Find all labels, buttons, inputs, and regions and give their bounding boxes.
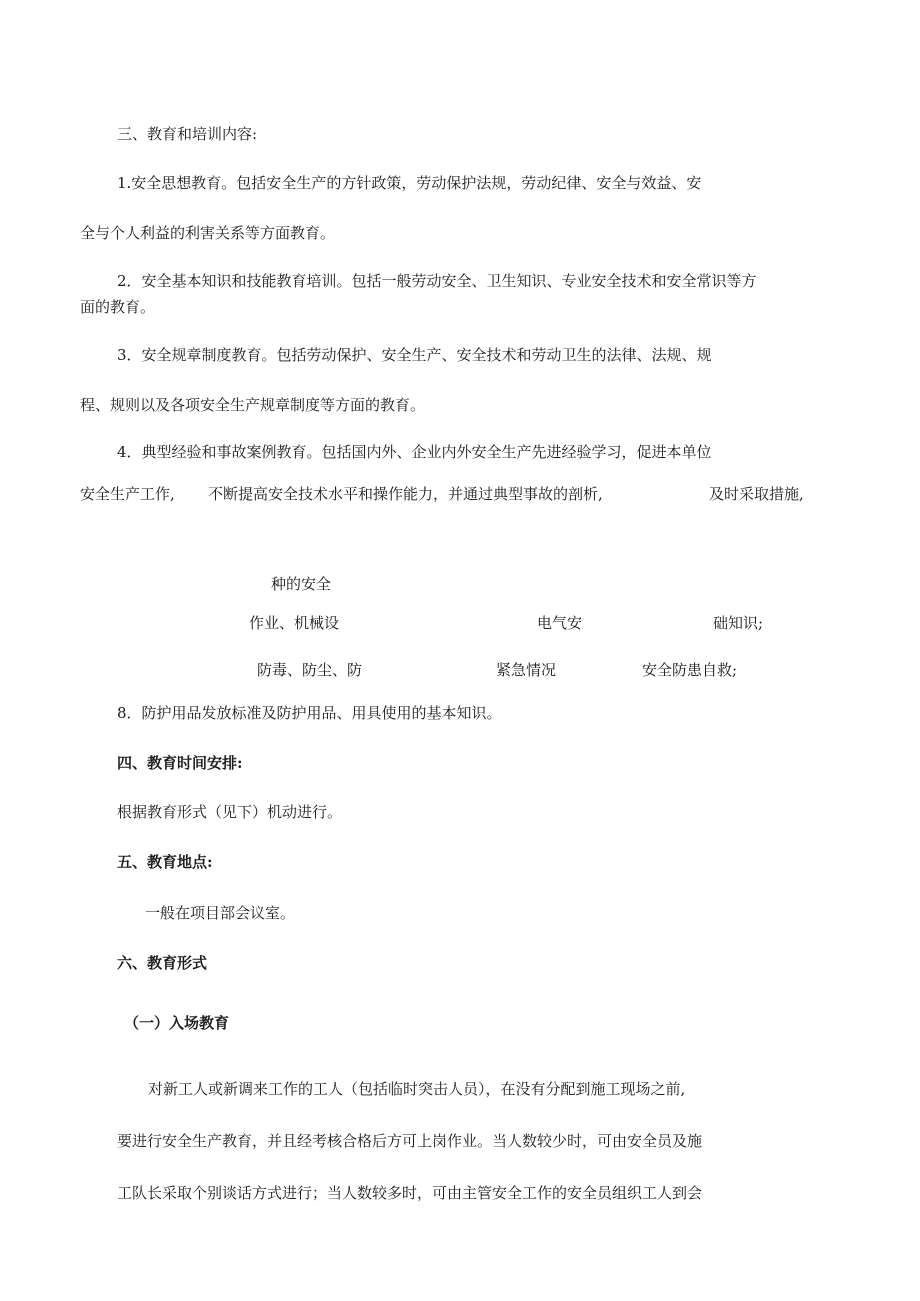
item-8: 8．防护用品发放标准及防护用品、用具使用的基本知识。 <box>117 704 502 722</box>
section-six-subheading: （一）入场教育 <box>124 1014 230 1032</box>
item-4-line-2-part-3: 及时采取措施, <box>709 485 804 503</box>
fragment-row1-a: 种的安全 <box>271 575 332 593</box>
entry-education-line-1: 对新工人或新调来工作的工人（包括临时突击人员），在没有分配到施工现场之前, <box>148 1080 686 1098</box>
section-four-body: 根据教育形式（见下）机动进行。 <box>117 803 343 821</box>
fragment-row3-c: 安全防患自救; <box>642 661 738 679</box>
fragment-row2-a: 作业、机械设 <box>249 614 340 632</box>
item-2-line-2: 面的教育。 <box>80 298 156 316</box>
item-1-line-2: 全与个人利益的利害关系等方面教育。 <box>80 224 336 242</box>
item-2-line-1: 2．安全基本知识和技能教育培训。包括一般劳动安全、卫生知识、专业安全技术和安全常识等方 <box>117 272 757 290</box>
section-three-heading: 三、教育和培训内容: <box>117 125 258 143</box>
item-4-line-1: 4．典型经验和事故案例教育。包括国内外、企业内外安全生产先进经验学习，促进本单位 <box>117 443 712 461</box>
fragment-row3-a: 防毒、防尘、防 <box>257 661 363 679</box>
item-4-line-2-part-1: 安全生产工作, <box>80 485 175 503</box>
section-five-body: 一般在项目部会议室。 <box>145 904 296 922</box>
item-1-line-1: 1.安全思想教育。包括安全生产的方针政策，劳动保护法规，劳动纪律、安全与效益、安 <box>117 174 702 192</box>
fragment-row2-c: 础知识; <box>713 614 764 632</box>
item-3-line-1: 3．安全规章制度教育。包括劳动保护、安全生产、安全技术和劳动卫生的法律、法规、规 <box>117 346 712 364</box>
fragment-row2-b: 电气安 <box>537 614 583 632</box>
item-4-line-2-part-2: 不断提高安全技术水平和操作能力，并通过典型事故的剖析, <box>208 485 603 503</box>
entry-education-line-3: 工队长采取个别谈话方式进行；当人数较多时，可由主管安全工作的安全员组织工人到会 <box>117 1184 703 1202</box>
section-six-heading: 六、教育形式 <box>117 954 208 972</box>
section-four-heading: 四、教育时间安排: <box>117 754 243 772</box>
section-five-heading: 五、教育地点: <box>117 853 213 871</box>
item-3-line-2: 程、规则以及各项安全生产规章制度等方面的教育。 <box>80 396 426 414</box>
fragment-row3-b: 紧急情况 <box>496 661 557 679</box>
entry-education-line-2: 要进行安全生产教育，并且经考核合格后方可上岗作业。当人数较少时，可由安全员及施 <box>117 1132 703 1150</box>
